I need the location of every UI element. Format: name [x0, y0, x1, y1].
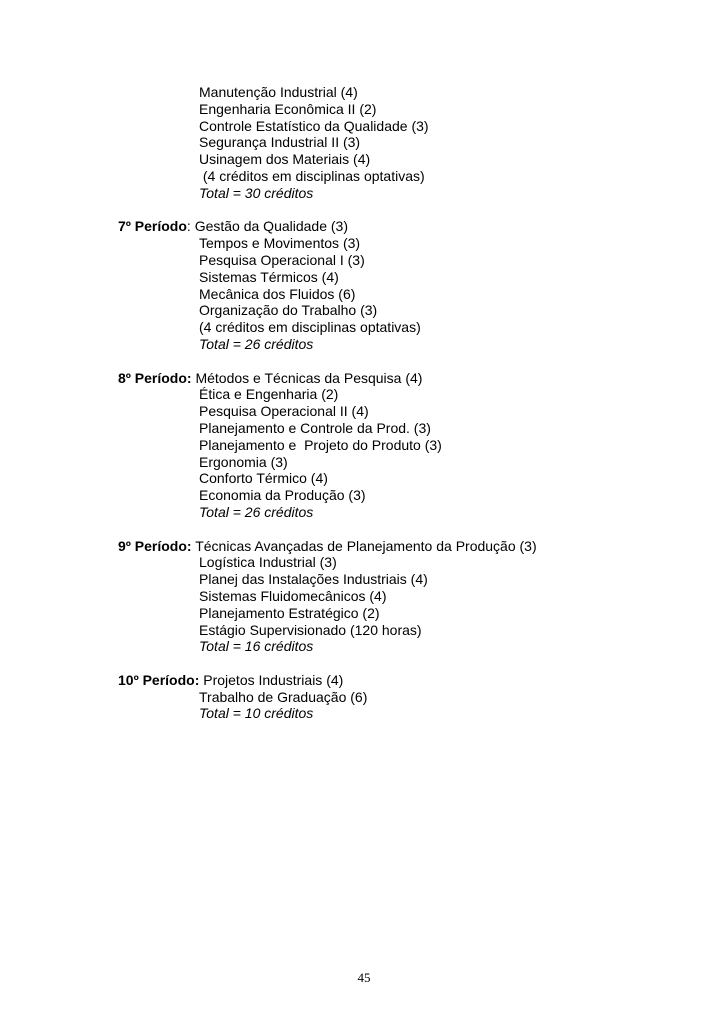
period-heading-line [118, 538, 698, 555]
course-item: Engenharia Econômica II (2) [199, 100, 377, 117]
period-label: 10º Período: [118, 671, 200, 688]
course-item: (4 créditos em disciplinas optativas) [199, 319, 421, 336]
course-item: Tempos e Movimentos (3) [199, 235, 361, 252]
course-item: Conforto Térmico (4) [199, 470, 328, 487]
course-item: Trabalho de Graduação (6) [199, 688, 368, 705]
previous-period-block [118, 84, 698, 202]
course-item: Controle Estatístico da Qualidade (3) [199, 117, 429, 134]
spacer [118, 202, 698, 219]
period-heading-line [118, 672, 698, 689]
curriculum-list [118, 84, 698, 722]
course-item: Pesquisa Operacional II (4) [199, 403, 369, 420]
course-item: Planejamento e Controle da Prod. (3) [199, 419, 431, 436]
course-item: Logística Industrial (3) [199, 554, 337, 571]
period-total: Total = 16 créditos [199, 638, 314, 655]
period-7-block [118, 218, 698, 352]
course-item: Técnicas Avançadas de Planejamento da Produção (3) [195, 537, 537, 554]
period-total: Total = 10 créditos [199, 705, 314, 722]
course-item: Segurança Industrial II (3) [199, 134, 361, 151]
course-item: Sistemas Fluidomecânicos (4) [199, 587, 387, 604]
course-item: Sistemas Térmicos (4) [199, 268, 339, 285]
course-item: Ética e Engenharia (2) [199, 386, 339, 403]
period-total: Total = 26 créditos [199, 503, 314, 520]
spacer [118, 655, 698, 672]
period-total: Total = 30 créditos [199, 184, 314, 201]
period-8-block [118, 370, 698, 521]
course-item: Planejamento e Projeto do Produto (3) [199, 436, 442, 453]
course-item: Métodos e Técnicas da Pesquisa (4) [195, 369, 423, 386]
period-heading-line [118, 218, 698, 235]
course-item: Planej das Instalações Industriais (4) [199, 571, 428, 588]
course-item: Ergonomia (3) [199, 453, 288, 470]
course-item: (4 créditos em disciplinas optativas) [199, 167, 425, 184]
period-label: 7º Período [118, 218, 187, 235]
course-item: Gestão da Qualidade (3) [194, 218, 349, 235]
course-item: Projetos Industriais (4) [203, 671, 344, 688]
period-label: 9º Período: [118, 537, 192, 554]
course-item: Estágio Supervisionado (120 horas) [199, 621, 422, 638]
period-separator: : [186, 218, 195, 235]
spacer [118, 521, 698, 538]
course-item: Usinagem dos Materiais (4) [199, 151, 371, 168]
course-item: Planejamento Estratégico (2) [199, 604, 380, 621]
spacer [118, 353, 698, 370]
course-item: Pesquisa Operacional I (3) [199, 251, 365, 268]
course-item: Organização do Trabalho (3) [199, 302, 378, 319]
page-number: 45 [357, 970, 371, 985]
course-item: Mecânica dos Fluidos (6) [199, 285, 356, 302]
period-label: 8º Período: [118, 369, 192, 386]
course-item: Economia da Produção (3) [199, 487, 366, 504]
period-heading-line [118, 370, 698, 387]
course-item: Manutenção Industrial (4) [199, 84, 358, 100]
period-10-block [118, 672, 698, 722]
period-9-block [118, 538, 698, 656]
period-total: Total = 26 créditos [199, 335, 314, 352]
